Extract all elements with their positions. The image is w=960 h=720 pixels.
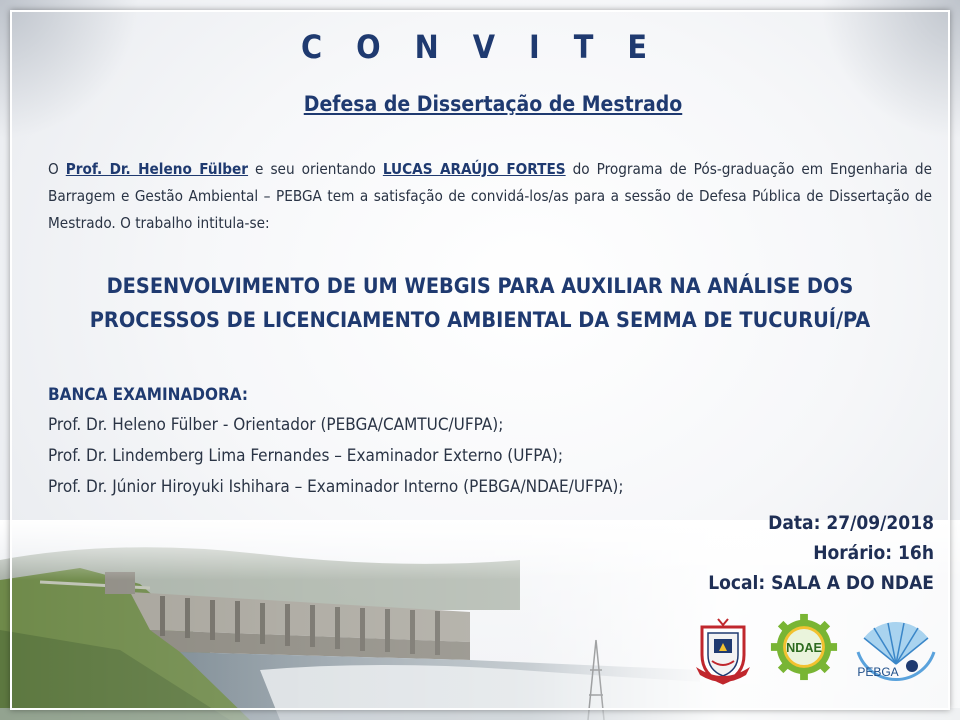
event-date: Data: 27/09/2018 [768,512,934,534]
committee-block [48,380,624,503]
ndae-logo-text: NDAE [786,640,822,655]
pebga-logo-text: PEBGA [857,665,899,679]
thesis-title [0,270,960,338]
intro-text-2: e seu orientando [248,160,383,178]
committee-member: Prof. Dr. Júnior Hiroyuki Ishihara – Examinador Interno (PEBGA/NDAE/UFPA); [48,477,624,497]
intro-text-3: do Programa de Pós-graduação em Engenharia de Barragem e Gestão Ambiental – PEBGA tem a satisfação de convidá-los/as para a sessão de Defesa Pública de Dissertação de Mestrado. O trabalho intitula-se: [48,160,932,232]
committee-heading: BANCA EXAMINADORA: [48,385,249,405]
pebga-logo [854,618,938,688]
event-time: Horário: 16h [813,542,934,564]
ufpa-crest-logo [694,615,752,685]
intro-paragraph [48,156,932,237]
thesis-title-line-2: PROCESSOS DE LICENCIAMENTO AMBIENTAL DA SEMMA DE TUCURUÍ/PA [89,308,871,333]
event-subtitle: Defesa de Dissertação de Mestrado [303,92,683,116]
thesis-title-line-1: DESENVOLVIMENTO DE UM WEBGIS PARA AUXILIAR NA ANÁLISE DOS [106,274,854,299]
student-name: LUCAS ARAÚJO FORTES [382,160,566,178]
committee-member: Prof. Dr. Lindemberg Lima Fernandes – Examinador Externo (UFPA); [48,446,563,466]
ndae-logo [768,612,840,682]
event-place: Local: SALA A DO NDAE [708,572,934,594]
committee-member: Prof. Dr. Heleno Fülber - Orientador (PEBGA/CAMTUC/UFPA); [48,415,504,435]
invitation-title: C O N V I T E [300,28,660,66]
event-info [708,508,934,598]
advisor-name: Prof. Dr. Heleno Fülber [65,160,249,178]
intro-text-1: O [48,160,66,178]
